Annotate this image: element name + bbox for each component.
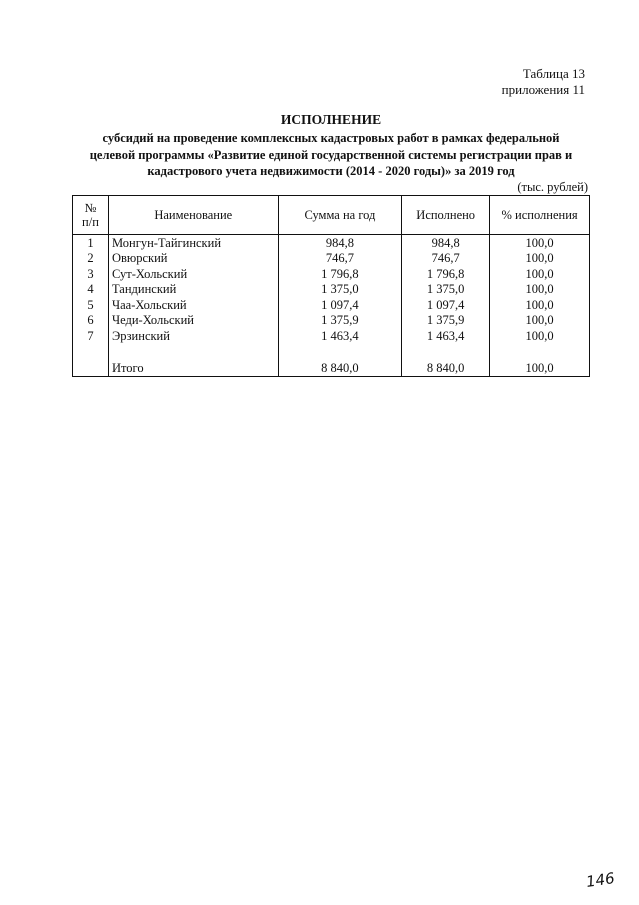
row-percent: 100,0 (490, 266, 590, 282)
total-label: Итого (108, 354, 278, 377)
column-header-sum: Сумма на год (278, 196, 402, 235)
row-done: 746,7 (402, 251, 490, 267)
row-sum: 1 375,0 (278, 282, 402, 298)
table-label: Таблица 13 (522, 66, 585, 81)
total-sum: 8 840,0 (278, 354, 402, 377)
total-number (73, 354, 109, 377)
table-total-row (73, 354, 590, 377)
row-name: Тандинский (108, 282, 278, 298)
table-reference (502, 66, 585, 98)
row-sum: 746,7 (278, 251, 402, 267)
spacer-cell (108, 344, 278, 354)
row-percent: 100,0 (490, 235, 590, 251)
row-done: 984,8 (402, 235, 490, 251)
document-subtitle (72, 130, 590, 180)
column-header-number-text: № п/п (82, 201, 99, 229)
spacer-cell (402, 344, 490, 354)
row-sum: 1 463,4 (278, 328, 402, 344)
row-done: 1 375,0 (402, 282, 490, 298)
column-header-name: Наименование (108, 196, 278, 235)
row-percent: 100,0 (490, 328, 590, 344)
row-number: 6 (73, 313, 109, 329)
column-header-done: Исполнено (402, 196, 490, 235)
row-done: 1 796,8 (402, 266, 490, 282)
table-header-row (73, 196, 590, 235)
row-number: 1 (73, 235, 109, 251)
row-done: 1 463,4 (402, 328, 490, 344)
column-header-percent: % исполнения (490, 196, 590, 235)
row-done: 1 097,4 (402, 297, 490, 313)
row-percent: 100,0 (490, 313, 590, 329)
row-percent: 100,0 (490, 297, 590, 313)
table-row (73, 266, 590, 282)
spacer-cell (73, 344, 109, 354)
subtitle-line: целевой программы «Развитие единой государственной системы регистрации прав и (89, 147, 573, 162)
row-name: Чеди-Хольский (108, 313, 278, 329)
total-percent: 100,0 (490, 354, 590, 377)
row-name: Эрзинский (108, 328, 278, 344)
table-row (73, 313, 590, 329)
table-row (73, 297, 590, 313)
total-done: 8 840,0 (402, 354, 490, 377)
row-name: Монгун-Тайгинский (108, 235, 278, 251)
column-header-number (73, 196, 109, 235)
row-name: Сут-Хольский (108, 266, 278, 282)
table-row (73, 328, 590, 344)
table-spacer-row (73, 344, 590, 354)
row-name: Чаа-Хольский (108, 297, 278, 313)
row-number: 7 (73, 328, 109, 344)
spacer-cell (490, 344, 590, 354)
row-percent: 100,0 (490, 282, 590, 298)
row-sum: 1 097,4 (278, 297, 402, 313)
unit-note: (тыс. рублей) (517, 180, 588, 194)
subtitle-line: кадастрового учета недвижимости (2014 - 2020 годы)» за 2019 год (147, 164, 515, 178)
row-number: 3 (73, 266, 109, 282)
row-sum: 984,8 (278, 235, 402, 251)
page-number: 146 (585, 869, 617, 891)
row-name: Овюрский (108, 251, 278, 267)
row-percent: 100,0 (490, 251, 590, 267)
row-sum: 1 375,9 (278, 313, 402, 329)
row-done: 1 375,9 (402, 313, 490, 329)
spacer-cell (278, 344, 402, 354)
row-number: 4 (73, 282, 109, 298)
table-row (73, 251, 590, 267)
row-number: 2 (73, 251, 109, 267)
table-row (73, 282, 590, 298)
document-title: ИСПОЛНЕНИЕ (280, 112, 382, 127)
subtitle-line: субсидий на проведение комплексных кадастровых работ в рамках федеральной (102, 131, 560, 145)
appendix-label: приложения 11 (501, 82, 585, 97)
table-row (73, 235, 590, 251)
row-number: 5 (73, 297, 109, 313)
row-sum: 1 796,8 (278, 266, 402, 282)
subsidy-table (72, 195, 590, 377)
